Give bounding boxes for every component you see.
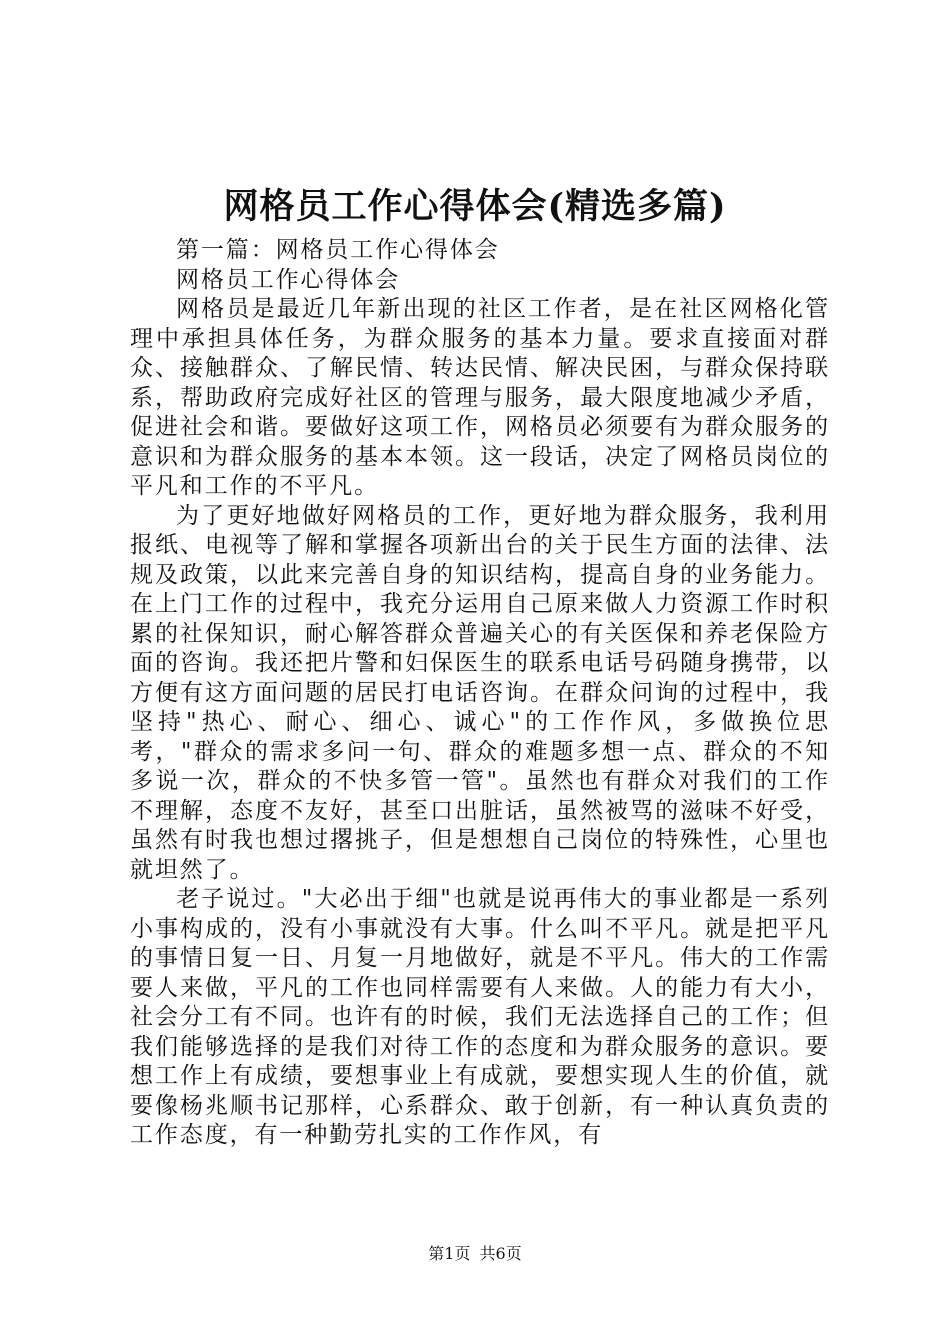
section-heading: 第一篇：网格员工作心得体会 [176, 237, 500, 263]
body-paragraph: 为了更好地做好网格员的工作，更好地为群众服务，我利用报纸、电视等了解和掌握各项新出台的关于民生方面的法律、法规及政策，以此来完善自身的知识结构，提高自身的业务能力。在上门工作的过程中，我充分运用自己原来做人力资源工作时积累的社保知识，耐心解答群众普遍关心的有关医保和养老保险方面的咨询。我还把片警和妇保医生的联系电话号码随身携带，以方便有这方面问题的居民打电话咨询。在群众问询的过程中，我坚持"热心、耐心、细心、诚心"的工作作风，多做换位思考，"群众的需求多问一句、群众的难题多想一点、群众的不知多说一次，群众的不快多管一管"。虽然也有群众对我们的工作不理解，态度不友好，甚至口出脏话，虽然被骂的滋味不好受，虽然有时我也想过撂挑子，但是想想自己岗位的特殊性，心里也就坦然了。 [130, 502, 830, 883]
section-subheading: 网格员工作心得体会 [176, 266, 401, 293]
document-body [130, 236, 830, 1151]
page-number: 第1页 [428, 1244, 471, 1263]
page-footer [0, 1243, 950, 1265]
document-title: 网格员工作心得体会(精选多篇) [223, 186, 727, 227]
body-paragraph: 网格员是最近几年新出现的社区工作者，是在社区网格化管理中承担具体任务，为群众服务的基本力量。要求直接面对群众、接触群众、了解民情、转达民情、解决民困，与群众保持联系，帮助政府完成好社区的管理与服务，最大限度地减少矛盾，促进社会和谐。要做好这项工作，网格员必须要有为群众服务的意识和为群众服务的基本本领。这一段话，决定了网格员岗位的平凡和工作的不平凡。 [130, 296, 830, 499]
body-paragraph: 老子说过。"大必出于细"也就是说再伟大的事业都是一系列小事构成的，没有小事就没有大事。什么叫不平凡。就是把平凡的事情日复一日、月复一月地做好，就是不平凡。伟大的工作需要人来做，平凡的工作也同样需要有人来做。人的能力有大小，社会分工有不同。也许有的时候，我们无法选择自己的工作；但我们能够选择的是我们对待工作的态度和为群众服务的意识。要想工作上有成绩，要想事业上有成就，要想实现人生的价值，就要像杨兆顺书记那样，心系群众、敢于创新，有一种认真负责的工作态度，有一种勤劳扎实的工作作风，有 [130, 886, 830, 1148]
page-count: 共6页 [479, 1244, 522, 1263]
